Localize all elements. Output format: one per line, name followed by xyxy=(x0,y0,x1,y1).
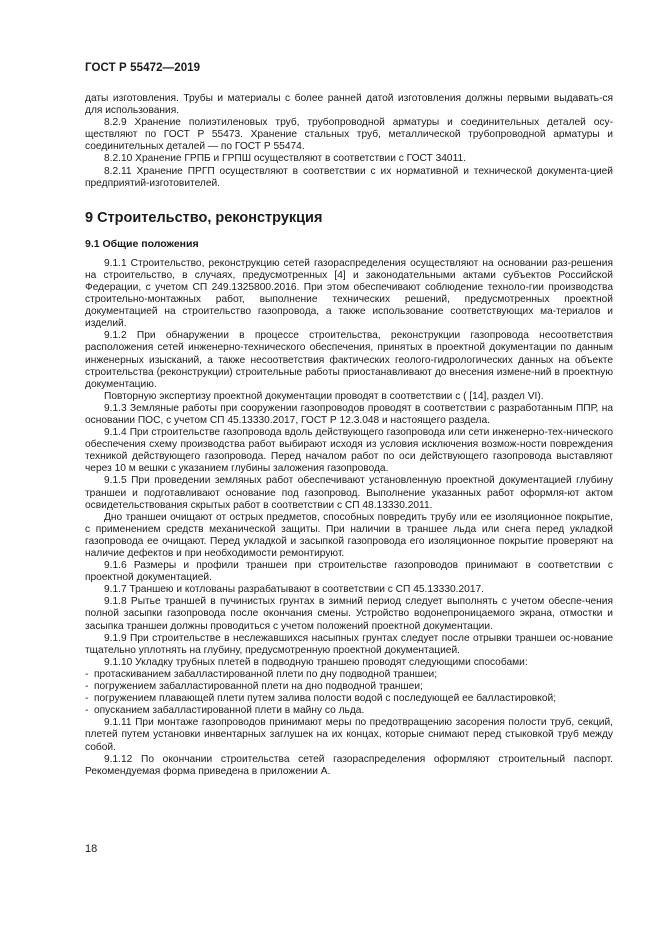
section-title: 9 Строительство, реконструкция xyxy=(85,209,323,226)
paragraph: 9.1.2 При обнаружении в процессе строительства, реконструкции газопровода несоответствия расположения сетей инженерно-технического обеспечения, принятых в проектной документации по данным инженерных изысканий, а также несоответствия фактических геолого-гидрологических данных на объекте строительства (реконструкции) строительные работы приостанавливают до внесения измене-ний в проектную документацию. xyxy=(85,330,613,390)
list-item: - опусканием забалластированной плети в майну со льда. xyxy=(85,705,613,717)
paragraph: Повторную экспертизу проектной документации проводят в соответствии с ( [14], раздел VI). xyxy=(104,390,544,402)
paragraph: 9.1.4 При строительстве газопровода вдоль действующего газопровода или сети инженерно-тех-нического обеспечения схему производства работ выбирают исходя из условия исключения возмож-ности повреждения техникой действующего газопровода. Перед началом работ по оси действующего газопровода выставляют через 10 м вешки с указанием глубины заложения газопровода. xyxy=(85,427,613,475)
list-item: - протаскиванием забалластированной плети по дну подводной траншеи; xyxy=(85,669,613,681)
paragraph: 9.1.1 Строительство, реконструкцию сетей газораспределения осуществляют на основании раз-решения на строительство, в случаях, предусмотренных [4] и законодательными актами субъектов Российской Федерации, с учетом СП 249.1325800.2016. При этом обеспечивают соблюдение техноло-гии производства строительно-монтажных работ, выполнение технических решений, предусмотренных проектной документацией на строительство газопровода, а также использование соответствующих ма-териалов и изделий. xyxy=(85,257,613,330)
paragraph: 9.1.11 При монтаже газопроводов принимают меры по предотвращению засорения полости труб, секций, плетей путем установки инвентарных заглушек на их концах, которые снимают перед стыковкой труб между собой. xyxy=(85,717,613,753)
list-item: - погружением плавающей плети путем залива полости водой с последующей ее балластировкой; xyxy=(85,693,613,705)
page-number: 18 xyxy=(85,843,98,855)
document-page xyxy=(85,62,613,778)
list-item: - погружением забалластированной плети на дно подводной траншеи; xyxy=(85,681,613,693)
paragraph: 9.1.6 Размеры и профили траншеи при строительстве газопроводов принимают в соответствии с проектной документацией. xyxy=(85,560,613,584)
subsection-title: 9.1 Общие положения xyxy=(85,237,199,250)
paragraph: 8.2.10 Хранение ГРПБ и ГРПШ осуществляют в соответствии с ГОСТ 34011. xyxy=(104,153,467,165)
paragraph: Дно траншеи очищают от острых предметов, способных повредить трубу или ее изоляционное покрытие, с применением средств механической защиты. При наличии в траншее льда или снега перед укладкой газопровода ее очищают. Перед укладкой и засыпкой газопровода его изоляционное покрытие проверяют на наличие дефектов и при необходимости ремонтируют. xyxy=(85,511,613,559)
document-header: ГОСТ Р 55472—2019 xyxy=(85,62,201,74)
paragraph: даты изготовления. Трубы и материалы с более ранней датой изготовления должны первыми выдавать-ся для использования. xyxy=(85,93,613,117)
paragraph: 9.1.3 Земляные работы при сооружении газопроводов проводят в соответствии с разработанным ППР, на основании ПОС, с учетом СП 45.13330.2017, ГОСТ Р 12.3.048 и настоящего раздела. xyxy=(85,402,613,426)
paragraph: 9.1.5 При проведении земляных работ обеспечивают установленную проектной документацией глубину траншеи и подготавливают основание под газопровод. Выполнение указанных работ оформля-ют актом освидетельствования скрытых работ в соответствии с СП 48.13330.2011. xyxy=(85,475,613,511)
paragraph: 8.2.9 Хранение полиэтиленовых труб, трубопроводной арматуры и соединительных деталей осу-ществляют по ГОСТ Р 55473. Хранение стальных труб, металлической трубопроводной арматуры и соединительных деталей — по ГОСТ Р 55474. xyxy=(85,117,613,153)
paragraph: 8.2.11 Хранение ПРГП осуществляют в соответствии с их нормативной и технической документа-цией предприятий-изготовителей. xyxy=(85,165,613,189)
paragraph: 9.1.7 Траншею и котлованы разрабатывают в соответствии с СП 45.13330.2017. xyxy=(104,584,485,596)
method-list xyxy=(85,669,613,717)
paragraph: 9.1.10 Укладку трубных плетей в подводную траншею проводят следующими способами: xyxy=(104,656,528,668)
paragraph: 9.1.12 По окончании строительства сетей газораспределения оформляют строительный паспорт. Рекомендуемая форма приведена в приложении А. xyxy=(85,753,613,777)
paragraph: 9.1.8 Рытье траншей в пучинистых грунтах в зимний период следует выполнять с учетом обеспе-чения полной засыпки газопровода после окончания смены. Устройство водонепроницаемого экрана, отмостки и засыпка траншеи должны проводиться с учетом положений проектной документации. xyxy=(85,596,613,632)
paragraph: 9.1.9 При строительстве в неслежавшихся насыпных грунтах следует после отрывки траншеи ос-нование тщательно уплотнять на глубину, предусмотренную проектной документацией. xyxy=(85,632,613,656)
